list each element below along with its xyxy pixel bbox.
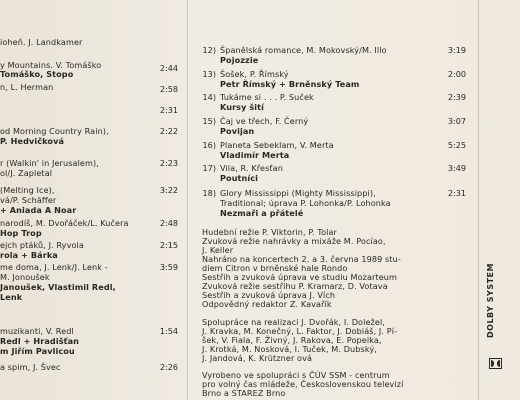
credit-line: Odpovědný redaktor Z. Kavařík [202, 299, 332, 309]
track-duration: 2:00 [447, 69, 466, 79]
left-line: r (Walkin' in Jerusalem), [0, 158, 99, 168]
track-performer: Pojozzie [220, 55, 259, 65]
left-line-performer: m Jiřím Pavlicou [0, 346, 75, 356]
left-duration: 2:31 [159, 105, 178, 115]
credit-line: Zvuková režie sestřihu P. Kramarz, D. Votava [202, 281, 388, 291]
left-line: me doma, J. Lenk/J. Lenk - [0, 262, 108, 272]
left-duration: 2:58 [159, 84, 178, 94]
track-performer: Nezmaři a přátelé [220, 208, 304, 218]
track-duration: 5:25 [447, 140, 466, 150]
credit-line: Spolupráce na realizaci J. Dvořák, I. Doležel, [202, 317, 385, 327]
fold-line-right [478, 0, 479, 400]
left-line: muzikanti, V. Redl [0, 326, 74, 336]
left-line-performer: Lenk [0, 292, 23, 302]
left-duration: 3:22 [159, 185, 178, 195]
left-line: ioheň. J. Landkamer [0, 37, 83, 47]
left-line: (Melting Ice), [0, 185, 55, 195]
left-line: n, L. Herman [0, 82, 54, 92]
left-line-performer: Tomáško, Stopo [0, 69, 74, 79]
credit-line: Sestřih a zvuková úprava J. Vích [202, 290, 336, 300]
track-title: Španělská romance, M. Mokovský/M. Illo [220, 45, 387, 55]
track-number: 13) [202, 69, 216, 79]
credit-line: Zvuková režie nahrávky a mixáže M. Pocíao, [202, 236, 386, 246]
left-duration: 1:54 [159, 326, 178, 336]
track-number: 18) [202, 188, 216, 198]
credit-line: Vyrobeno ve spolupráci s ČÚV SSM - centrum [202, 370, 390, 380]
left-duration: 3:59 [159, 262, 178, 272]
track-number: 15) [202, 116, 216, 126]
track-performer: Vladimír Merta [220, 150, 290, 160]
left-line-performer: rola + Bárka [0, 250, 58, 260]
left-line-performer: + Aniada A Noar [0, 205, 77, 215]
left-line: ol/J. Zapletal [0, 168, 53, 178]
track-performer: Petr Římský + Brněnský Team [220, 79, 360, 89]
credit-line: šek, V. Fiala, F. Živný, J. Rakova, E. Popelka, [202, 335, 382, 345]
left-line: narodíš, M. Dvořáček/L. Kučera [0, 218, 129, 228]
credit-line: J. Kravka, M. Konečný, L. Faktor, J. Dobiáš, J. Pí- [202, 326, 398, 336]
spine-panel [484, 250, 508, 400]
track-number: 12) [202, 45, 216, 55]
track-performer: Poutníci [220, 173, 259, 183]
track-duration: 3:19 [447, 45, 466, 55]
credit-line: Hudební režie P. Viktorin, P. Tolar [202, 227, 337, 237]
credit-line: Nahráno na koncertech 2. a 3. června 1989 stu- [202, 254, 401, 264]
left-duration: 2:15 [159, 240, 178, 250]
credit-line: J. Jandová, K. Krützner ová [202, 353, 313, 363]
credit-line: pro volný čas mládeže, Československou televizí [202, 379, 404, 389]
track-duration: 2:31 [447, 188, 466, 198]
track-performer: Kursy šití [220, 102, 265, 112]
track-duration: 3:07 [447, 116, 466, 126]
left-duration: 2:23 [159, 158, 178, 168]
track-number: 16) [202, 140, 216, 150]
left-duration: 2:22 [159, 126, 178, 136]
track-title: Vila, R. Křesťan [220, 163, 283, 173]
fold-line-left [187, 0, 188, 400]
credit-line: J. Krotká, M. Nosková, I. Tuček, M. Dubský, [202, 344, 377, 354]
left-line: a spim, J. Švec [0, 362, 61, 372]
left-line-performer: Hop Trop [0, 228, 42, 238]
left-duration: 2:48 [159, 218, 178, 228]
track-number: 17) [202, 163, 216, 173]
credit-line: Sestřih a zvuková úprava ve studiu Mozarteum [202, 272, 398, 282]
track-credit: Traditional; úprava P. Lohonka/P. Lohonka [220, 198, 391, 208]
track-title: Planeta Sebeklam, V. Merta [220, 140, 334, 150]
left-line-performer: Janoušek, Vlastimil Redl, [0, 282, 116, 292]
track-performer: Povijan [220, 126, 255, 136]
track-title: Šošek, P. Římský [220, 69, 289, 79]
track-duration: 3:49 [447, 163, 466, 173]
left-line: y Mountains. V. Tomáško [0, 60, 102, 70]
dolby-system-label: DOLBY SYSTEM [486, 263, 495, 338]
track-title: Glory Mississippi (Mighty Mississippi), [220, 188, 376, 198]
track-title: Čaj ve třech, F. Černý [220, 116, 309, 126]
left-line: vá/P. Schäffer [0, 195, 57, 205]
left-line-performer: Redl + Hradišťan [0, 336, 80, 346]
left-line: od Morning Country Rain), [0, 126, 109, 136]
dolby-double-d-icon [489, 358, 502, 369]
credit-line: diem Citron v brněnské hale Rondo [202, 263, 348, 273]
left-line: M. Jonoušek [0, 272, 50, 282]
left-line-performer: P. Hedvičková [0, 136, 65, 146]
track-number: 14) [202, 92, 216, 102]
track-duration: 2:39 [447, 92, 466, 102]
credit-line: Brno a STAREZ Brno [202, 388, 286, 398]
track-title: Tukáme si . . . P. Suček [220, 92, 314, 102]
left-line: ejch ptáků, J. Ryvola [0, 240, 84, 250]
credit-line: J. Keller [202, 245, 234, 255]
left-duration: 2:44 [159, 63, 178, 73]
left-duration: 2:26 [159, 362, 178, 372]
